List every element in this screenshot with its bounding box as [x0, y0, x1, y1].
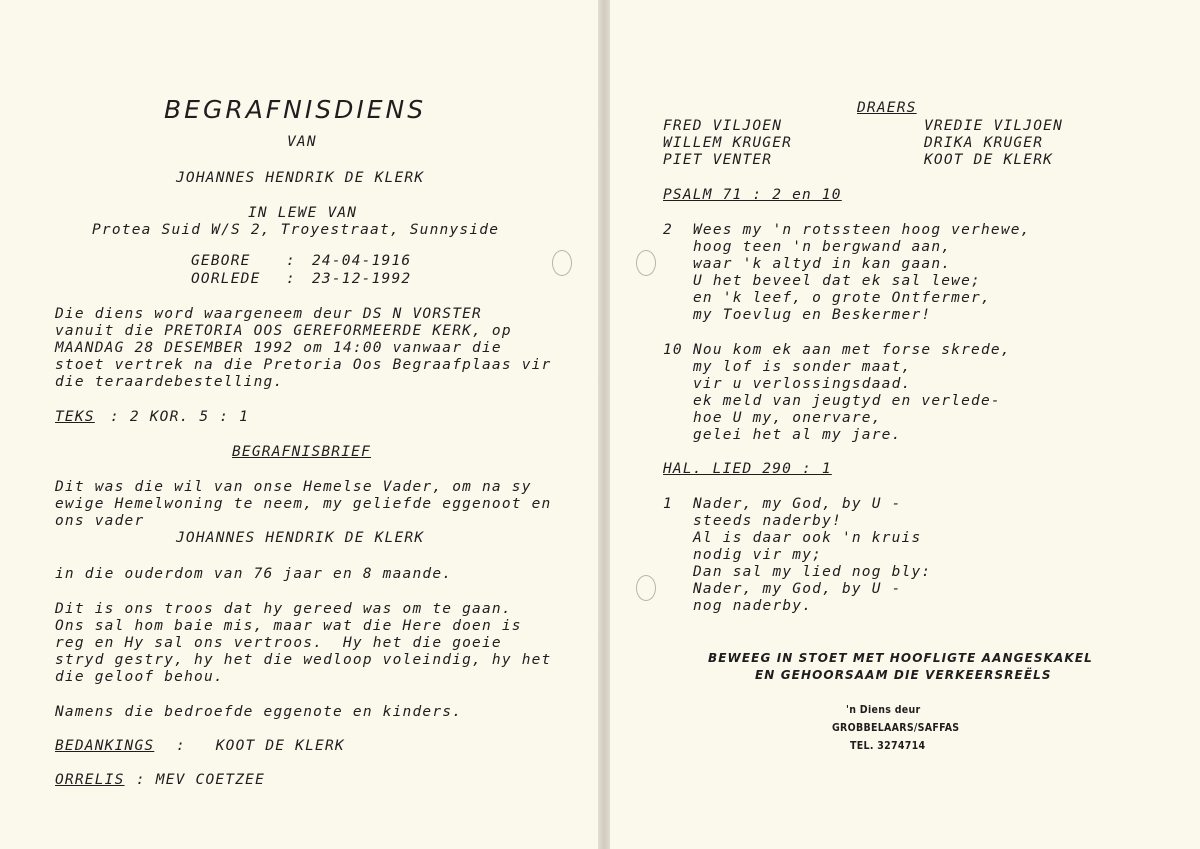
gebore-label: GEBORE	[191, 253, 251, 269]
hymn-line: Al is daar ook 'n kruis	[693, 530, 922, 546]
teks-value: : 2 KOR. 5 : 1	[110, 409, 250, 425]
orrelis-value: : MEV COETZEE	[126, 772, 266, 788]
verse-line: waar 'k altyd in kan gaan.	[693, 256, 952, 272]
draers-heading: DRAERS	[857, 100, 917, 116]
teks-label: TEKS	[55, 409, 95, 425]
hymn-line: Dan sal my lied nog bly:	[693, 564, 932, 580]
van-label: VAN	[287, 134, 317, 150]
draer-name: FRED VILJOEN	[663, 118, 783, 134]
punch-hole	[636, 575, 656, 601]
deceased-name: JOHANNES HENDRIK DE KLERK	[176, 170, 425, 186]
verse-line: gelei het al my jare.	[693, 427, 902, 443]
notice-line: EN GEHOORSAAM DIE VERKEERSREËLS	[755, 668, 1052, 682]
hymn-line: nodig vir my;	[693, 547, 823, 563]
page-title: BEGRAFNISDIENS	[164, 95, 427, 124]
comfort-line: die geloof behou.	[55, 669, 224, 685]
oorlede-colon: :	[286, 271, 296, 287]
brief-line: Dit was die wil van onse Hemelse Vader, om na sy	[55, 479, 532, 495]
service-line: stoet vertrek na die Pretoria Oos Begraafplaas vir	[55, 357, 552, 373]
gebore-colon: :	[286, 253, 296, 269]
service-line: MAANDAG 28 DESEMBER 1992 om 14:00 vanwaar die	[55, 340, 502, 356]
hymn-line: steeds naderby!	[693, 513, 842, 529]
service-line: vanuit die PRETORIA OOS GEREFORMEERDE KERK, op	[55, 323, 512, 339]
verse-line: my lof is sonder maat,	[693, 359, 912, 375]
brief-line: ewige Hemelwoning te neem, my geliefde eggenoot en	[55, 496, 552, 512]
service-line: Die diens word waargeneem deur DS N VORSTER	[55, 306, 482, 322]
punch-hole	[552, 250, 572, 276]
brief-heading: BEGRAFNISBRIEF	[232, 444, 372, 460]
gebore-date: 24-04-1916	[312, 253, 412, 269]
verse-line: en 'k leef, o grote Ontfermer,	[693, 290, 991, 306]
verse-line: ek meld van jeugtyd en verlede-	[693, 393, 1001, 409]
brief-line: ons vader	[55, 513, 145, 529]
notice-line: BEWEEG IN STOET MET HOOFLIGTE AANGESKAKEL	[708, 651, 1093, 665]
verse-line: Nou kom ek aan met forse skrede,	[693, 342, 1011, 358]
bedankings-value: : KOOT DE KLERK	[176, 738, 345, 754]
verse-number: 2	[663, 222, 673, 238]
comfort-line: reg en Hy sal ons vertroos. Hy het die goeie	[55, 635, 502, 651]
hymn-heading: HAL. LIED 290 : 1	[663, 461, 832, 477]
verse-number: 10	[663, 342, 683, 358]
family-line: Namens die bedroefde eggenote en kinders.	[55, 704, 463, 720]
verse-number: 1	[663, 496, 673, 512]
in-lewe-van-label: IN LEWE VAN	[248, 205, 358, 221]
undertaker-line: 'n Diens deur	[846, 704, 921, 716]
comfort-line: Ons sal hom baie mis, maar wat die Here doen is	[55, 618, 522, 634]
draer-name: VREDIE VILJOEN	[924, 118, 1064, 134]
hymn-line: nog naderby.	[693, 598, 813, 614]
bedankings-label: BEDANKINGS	[55, 738, 155, 754]
age-line: in die ouderdom van 76 jaar en 8 maande.	[55, 566, 453, 582]
verse-line: my Toevlug en Beskermer!	[693, 307, 932, 323]
draer-name: PIET VENTER	[663, 152, 773, 168]
verse-line: vir u verlossingsdaad.	[693, 376, 912, 392]
undertaker-name: GROBBELAARS/SAFFAS	[832, 722, 960, 734]
brief-name: JOHANNES HENDRIK DE KLERK	[176, 530, 425, 546]
right-page	[610, 0, 1200, 849]
service-line: die teraardebestelling.	[55, 374, 284, 390]
punch-hole	[636, 250, 656, 276]
oorlede-label: OORLEDE	[191, 271, 261, 287]
draer-name: WILLEM KRUGER	[663, 135, 793, 151]
comfort-line: Dit is ons troos dat hy gereed was om te gaan.	[55, 601, 512, 617]
orrelis-label: ORRELIS	[55, 772, 125, 788]
verse-line: hoe U my, onervare,	[693, 410, 882, 426]
psalm-heading: PSALM 71 : 2 en 10	[663, 187, 842, 203]
draer-name: DRIKA KRUGER	[924, 135, 1044, 151]
undertaker-phone: TEL. 3274714	[850, 740, 926, 752]
draer-name: KOOT DE KLERK	[924, 152, 1054, 168]
verse-line: U het beveel dat ek sal lewe;	[693, 273, 981, 289]
address: Protea Suid W/S 2, Troyestraat, Sunnyside	[92, 222, 500, 238]
verse-line: hoog teen 'n bergwand aan,	[693, 239, 952, 255]
verse-line: Wees my 'n rotssteen hoog verhewe,	[693, 222, 1031, 238]
hymn-line: Nader, my God, by U -	[693, 581, 902, 597]
hymn-line: Nader, my God, by U -	[693, 496, 902, 512]
oorlede-date: 23-12-1992	[312, 271, 412, 287]
comfort-line: stryd gestry, hy het die wedloop voleindig, hy het	[55, 652, 552, 668]
